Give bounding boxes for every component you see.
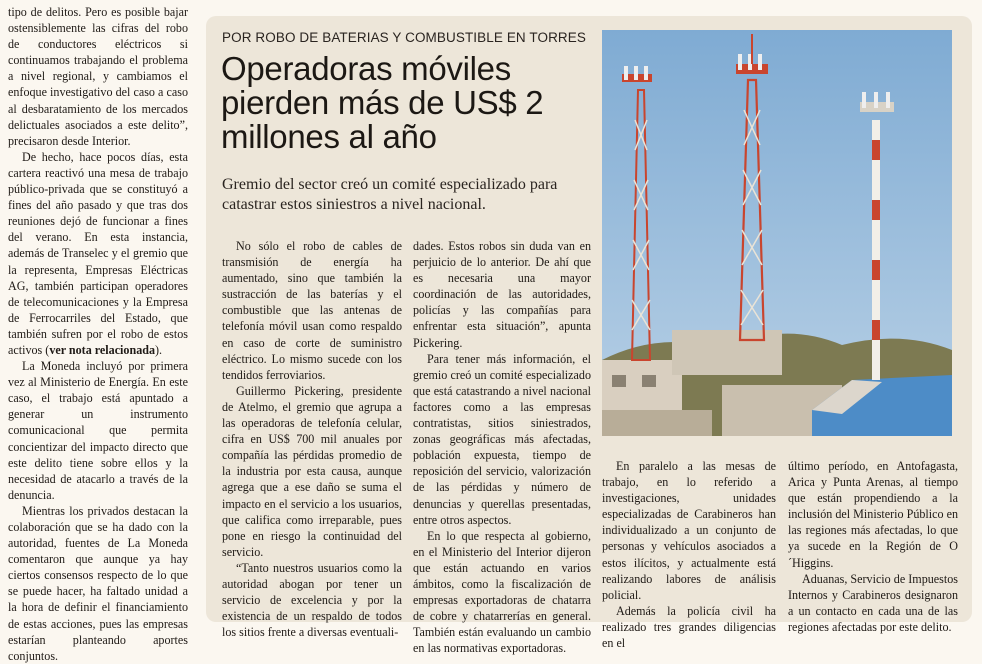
article-column-3: [602, 458, 776, 651]
left-paragraph-2: De hecho, hace pocos días, esta cartera reactivó una mesa de trabajo público-privada que se constituyó a fines del año pasado y que tras dos reuniones dejó de funcionar a fines del verano. En esta instancia, además de Transelec y el gremio que la representa, Empresas Eléctricas AG, también participan operadores de telecomunicaciones y la Empresa de Ferrocarriles del Estado, que también sufren por el robo de estos activos (ver nota relacionada).: [8, 149, 188, 357]
col2-paragraph-2: Para tener más información, el gremio creó un comité especializado que está catastrando a nivel nacional factores como a las empresas contratistas, sitios siniestrados, zonas geográficas más afectadas, población expuesta, tiempo de reposición del servicio, valorización de las pérdidas y número de denuncias y querellas presentadas, entre otros aspectos.: [413, 351, 591, 527]
left-paragraph-3: La Moneda incluyó por primera vez al Ministerio de Energía. En este caso, el trabajo está apuntado a generar un instrumento comunicacional que permita concientizar del impacto directo que este delito tiene sobre ellos y la necesidad de atacarlo a través de la denuncia.: [8, 359, 188, 502]
article-headline: Operadoras móviles pierden más de US$ 2 millones al año: [221, 50, 544, 155]
col1-paragraph-1: No sólo el robo de cables de transmisión de energía ha aumentado, sino que también la sustracción de las baterías y el combustible que las antenas de telefonía móvil usan como respaldo en caso de corte de suministro eléctrico. Lo mismo sucede con los tendidos ferroviarios.: [222, 239, 402, 382]
left-paragraph-4: Mientras los privados destacan la colaboración que se ha dado con la autoridad, fuentes de La Moneda comentaron que aunque ya hay ciertos consensos respecto de lo que se puede hacer, ha faltado unidad a la hora de definir el financiamiento de estas acciones, pues las empresas estarían planteando aportes conjuntos.: [8, 503, 188, 663]
col3-paragraph-1: En paralelo a las mesas de trabajo, en lo referido a investigaciones, unidades especializadas de Carabineros han individualizado a un conjunto de personas y vehículos asociados a estos ilícitos, y actualmente está realizando labores de análisis policial.: [602, 459, 776, 602]
telecom-towers-photo: [602, 30, 952, 436]
left-column-text: [8, 4, 188, 664]
related-note-link: ver nota relacionada: [49, 342, 156, 357]
col2-paragraph-1: dades. Estos robos sin duda van en perjuicio de lo anterior. De ahí que es necesaria una mayor coordinación de las autoridades, policías y las compañías para enfrentar esta situación”, apunta Pickering.: [413, 239, 591, 350]
article-column-4: [788, 458, 958, 635]
article-kicker: POR ROBO DE BATERIAS Y COMBUSTIBLE EN TORRES: [222, 30, 586, 45]
article-column-1: [222, 238, 402, 640]
col4-paragraph-2: Aduanas, Servicio de Impuestos Internos y Carabineros designaron a un contacto en cada una de las regiones afectadas por este delito.: [788, 571, 958, 634]
article-column-2: [413, 238, 591, 656]
col1-paragraph-2: Guillermo Pickering, presidente de Atelmo, el gremio que agrupa a las operadoras de telefonía celular, cifra en US$ 700 mil anuales por compañía las pérdidas promedio de la industria por esta causa, aunque agrega que a ese daño se suma el impacto en el servicio a los usuarios, que califica como irreparable, pues pone en riesgo la continuidad del servicio.: [222, 383, 402, 559]
col2-paragraph-3: En lo que respecta al gobierno, en el Ministerio del Interior dijeron que están actuando en varios ámbitos, como la fiscalización de empresas exportadoras de chatarra de cobre y chatarrerías en general. También están evaluando un cambio en las normativas exportadoras.: [413, 528, 591, 656]
article-subhead: Gremio del sector creó un comité especializado para catastrar estos siniestros a nivel nacional.: [222, 176, 558, 213]
left-paragraph-1: tipo de delitos. Pero es posible bajar ostensiblemente las cifras del robo de conductores eléctricos si continuamos trabajando el problema a nivel regional, y cambiamos el enfoque investigativo del caso a caso al desbaratamiento de los mercados delictuales asociados a este delito”, precisaron desde Interior.: [8, 5, 188, 148]
col3-paragraph-2: Además la policía civil ha realizado tres grandes diligencias en el: [602, 603, 776, 651]
col4-paragraph-1: último período, en Antofagasta, Arica y Punta Arenas, al tiempo que están propendiendo a la inclusión del Ministerio Público en las regiones más afectadas, lo que ya sucede en la Región de O´Higgins.: [788, 459, 958, 570]
col1-paragraph-3: “Tanto nuestros usuarios como la autoridad abogan por tener un servicio de excelencia y por la existencia de un respaldo de todos los sitios frente a diversas eventuali-: [222, 560, 402, 640]
